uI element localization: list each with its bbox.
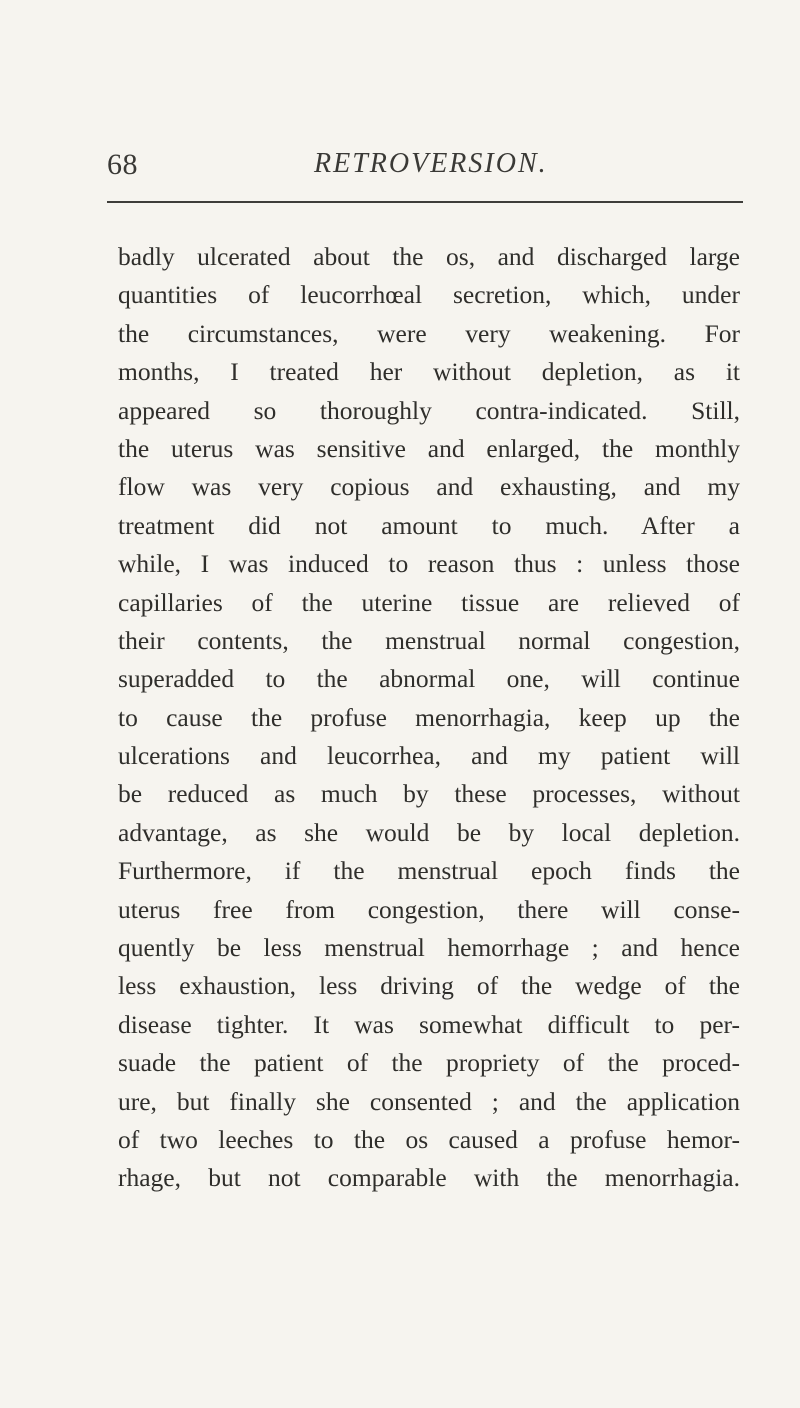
text-line: months, I treated her without depletion, as it [118,357,740,387]
text-line: appeared so thoroughly contra-indicated. Still, [118,395,740,425]
text-line: treatment did not amount to much. After a [118,510,740,540]
text-line: capillaries of the uterine tissue are relieved of [118,587,740,617]
text-line: the circumstances, were very weakening. For [118,318,740,348]
body-paragraph [118,238,740,1198]
text-line: disease tighter. It was somewhat difficult to per- [118,1009,740,1039]
text-line: superadded to the abnormal one, will continue [118,664,740,694]
text-line: less exhaustion, less driving of the wedge of the [118,971,740,1001]
header-rule [107,201,743,203]
text-line: advantage, as she would be by local depletion. [118,817,740,847]
text-line: be reduced as much by these processes, without [118,779,740,809]
running-head [107,148,747,188]
running-title: RETROVERSION. [314,148,548,179]
text-line: the uterus was sensitive and enlarged, the monthly [118,433,740,463]
text-line: quantities of leucorrhœal secretion, which, under [118,280,740,310]
text-line: uterus free from congestion, there will conse- [118,894,740,924]
text-line: ure, but finally she consented ; and the application [118,1086,740,1116]
text-line: flow was very copious and exhausting, and my [118,472,740,502]
text-line: of two leeches to the os caused a profuse hemor- [118,1124,740,1154]
text-line: rhage, but not comparable with the menorrhagia. [118,1163,740,1193]
text-line: while, I was induced to reason thus : unless those [118,549,740,579]
text-line: ulcerations and leucorrhea, and my patient will [118,741,740,771]
text-line: Furthermore, if the menstrual epoch finds the [118,856,740,886]
text-line: badly ulcerated about the os, and discharged large [118,242,740,271]
text-line: quently be less menstrual hemorrhage ; and hence [118,933,740,963]
text-line: suade the patient of the propriety of the proced- [118,1048,740,1078]
text-line: to cause the profuse menorrhagia, keep up the [118,702,740,732]
page-number: 68 [107,148,138,181]
text-line: their contents, the menstrual normal congestion, [118,625,740,655]
